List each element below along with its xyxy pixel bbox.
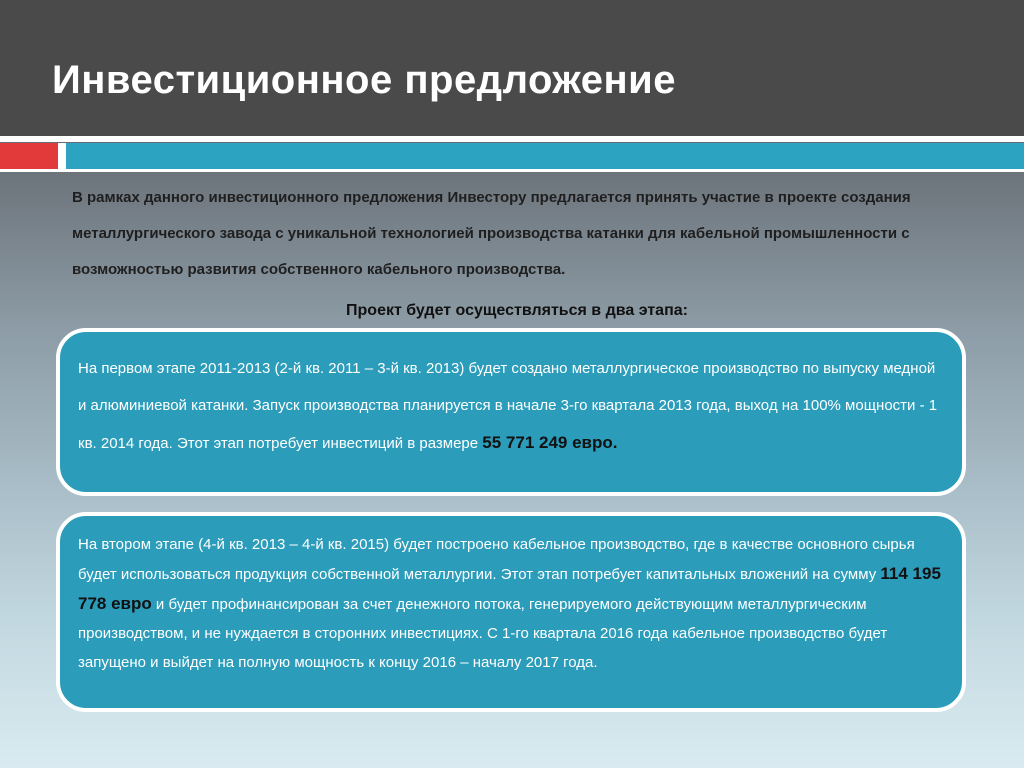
stages-heading: Проект будет осуществляться в два этапа: [346,302,688,319]
stage-one-text [78,350,942,462]
accent-divider [0,169,1024,172]
stage-two-description: На втором этапе (4-й кв. 2013 – 4-й кв. 2015) будет построено кабельное производство, где в качестве основного сырья будет использоваться продукция собственной металлургии. Этот этап потребует капитальных вложений на сумму [78,536,915,583]
stage-two-text [78,530,942,677]
stage-one-description: На первом этапе 2011-2013 (2-й кв. 2011 – 3-й кв. 2013) будет создано металлургическое производство по выпуску медной и алюминиевой катанки. Запуск производства планируется в начале 3-го квартала 2013 года, выход на 100% мощности - 1 кв. 2014 года. Этот этап потребует инвестиций в размере [78,360,938,452]
slide-title: Инвестиционное предложение [52,58,676,102]
stage-one-box [56,328,966,496]
stage-two-amount: 114 195 778 евро [78,564,941,613]
intro-paragraph: В рамках данного инвестиционного предложения Инвестору предлагается принять участие в проекте создания металлургического завода с уникальной технологией производства катанки для кабельной промышленности с возможностью развития собственного кабельного производства. [72,189,911,278]
accent-bar-red [0,143,58,169]
stage-two-description-continued: и будет профинансирован за счет денежного потока, генерируемого действующим металлургическим производством, и не нуждается в сторонних инвестициях. С 1-го квартала 2016 года кабельное производство будет запущено и выйдет на полную мощность к концу 2016 – началу 2017 года. [78,596,888,671]
stage-one-amount: 55 771 249 евро. [482,433,618,452]
accent-bar-blue [66,143,1024,169]
slide-header [0,0,1024,136]
stage-two-box [56,512,966,712]
accent-bar-gap [58,143,66,169]
header-divider [0,136,1024,142]
